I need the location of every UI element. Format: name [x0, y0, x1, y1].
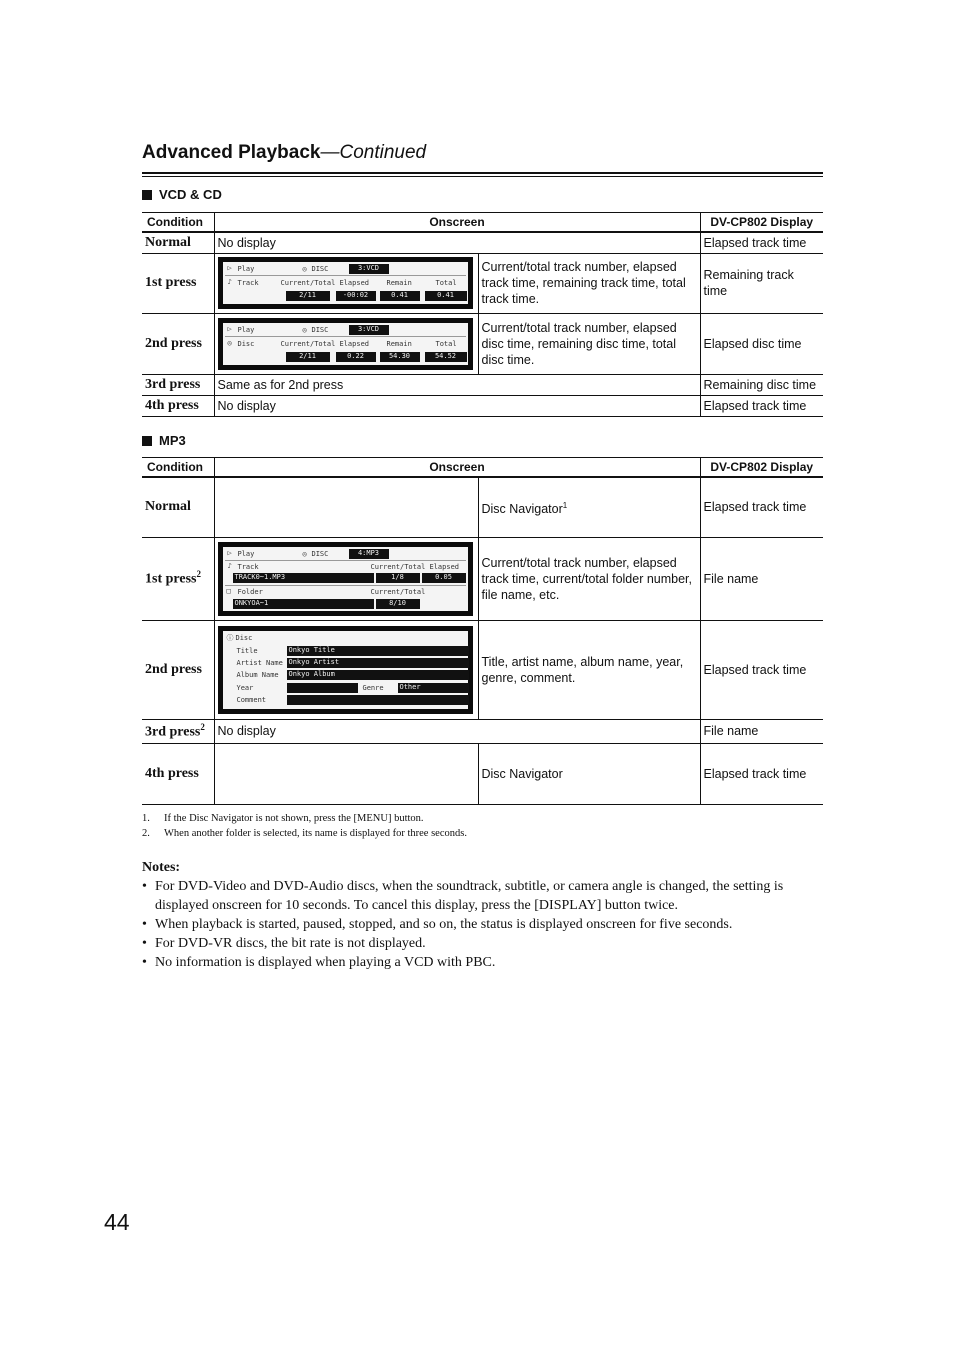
- condition-cell: 3rd press: [142, 374, 214, 395]
- display-cell: Remaining track time: [700, 253, 823, 313]
- page-header: [142, 141, 823, 174]
- table-row: [142, 253, 823, 313]
- footnote-ref: 2: [200, 721, 205, 732]
- col-display: DV-CP802 Display: [700, 213, 823, 233]
- osd-screenshot-cell: [214, 537, 478, 620]
- display-cell: Remaining disc time: [700, 374, 823, 395]
- footnotes: [142, 811, 823, 841]
- disc-icon: ◎: [302, 549, 307, 558]
- col-onscreen: Onscreen: [214, 458, 700, 478]
- mp3-table: [142, 457, 823, 805]
- display-cell: File name: [700, 537, 823, 620]
- display-cell: Elapsed track time: [700, 395, 823, 416]
- comment-value: [287, 695, 469, 705]
- osd-screen: ⓘ Disc Title Onkyo Title Artist Name Onkyo Artist Album Name Onkyo Album Year Genre Other Comment: [218, 626, 473, 714]
- footnote-ref: 1: [562, 500, 568, 510]
- folder-icon: □: [226, 586, 231, 595]
- condition-cell: Normal: [142, 477, 214, 537]
- play-icon: ▷: [227, 324, 232, 333]
- table-row: [142, 537, 823, 620]
- page-number: 44: [104, 1209, 130, 1235]
- table-row: [142, 719, 823, 743]
- onscreen-cell: No display: [214, 395, 700, 416]
- header-rule: [142, 176, 823, 177]
- disc-icon: ◎: [302, 265, 307, 273]
- table-row: [142, 374, 823, 395]
- col-display: DV-CP802 Display: [700, 458, 823, 478]
- notes-title: Notes:: [142, 860, 181, 875]
- condition-cell: 3rd press$^2$: [142, 719, 214, 743]
- square-bullet-icon: [142, 190, 152, 200]
- description-cell: Title, artist name, album name, year, genre, comment.: [478, 620, 700, 719]
- condition-cell: 1st press: [142, 253, 214, 313]
- onscreen-cell: No display: [214, 232, 700, 253]
- section-title-vcd: VCD & CD: [142, 187, 222, 202]
- year-value: [287, 683, 358, 693]
- footnote: 1. If the Disc Navigator is not shown, press the [MENU] button.: [142, 813, 424, 824]
- play-icon: ▷: [227, 264, 232, 272]
- description-cell: Current/total track number, elapsed track time, current/total folder number, file name, etc.: [478, 537, 700, 620]
- description-cell: Disc Navigator: [478, 743, 700, 804]
- table-row: [142, 477, 823, 537]
- disc-icon: ◎: [227, 338, 232, 347]
- display-cell: Elapsed track time: [700, 232, 823, 253]
- onscreen-cell: No display: [214, 719, 700, 743]
- condition-cell: 2nd press: [142, 313, 214, 374]
- square-bullet-icon: [142, 436, 152, 446]
- description-cell: Current/total track number, elapsed disc time, remaining disc time, total disc time.: [478, 313, 700, 374]
- info-icon: ⓘ: [226, 633, 234, 642]
- music-note-icon: ♪: [227, 561, 232, 570]
- notes: [142, 858, 823, 972]
- display-cell: Elapsed track time: [700, 743, 823, 804]
- osd-screen: ▷ Play ◎ DISC 3:VCD ♪ Track Current/Total Elapsed Remain Total 2/11 -00:02 0.41 0.41: [218, 257, 473, 309]
- footnote-ref: 2: [196, 569, 201, 580]
- section-title-mp3: MP3: [142, 433, 186, 448]
- onscreen-image-cell: [214, 743, 478, 804]
- display-cell: Elapsed track time: [700, 477, 823, 537]
- music-note-icon: ♪: [227, 278, 232, 286]
- note-item: • For DVD-VR discs, the bit rate is not displayed.: [142, 936, 426, 951]
- note-item: • No information is displayed when playing a VCD with PBC.: [142, 955, 496, 970]
- table-row: [142, 313, 823, 374]
- page-title: Advanced Playback—Continued: [142, 142, 427, 163]
- display-cell: Elapsed disc time: [700, 313, 823, 374]
- onscreen-cell: Same as for 2nd press: [214, 374, 700, 395]
- table-row: [142, 620, 823, 719]
- disc-icon: ◎: [302, 325, 307, 334]
- condition-cell: 1st press$^2$: [142, 537, 214, 620]
- osd-screen: ▷ Play ◎ DISC 4:MP3 ♪ Track Current/Total Elapsed TRACK0~1.MP3 1/8 0.05 □ Folder Current/Total ONKYOA~1 8/10: [218, 542, 473, 616]
- col-onscreen: Onscreen: [214, 213, 700, 233]
- play-icon: ▷: [227, 548, 232, 557]
- osd-screen: ▷ Play ◎ DISC 3:VCD ◎ Disc Current/Total Elapsed Remain Total 2/11 0.22 54.30 54.52: [218, 318, 473, 370]
- note-item: • When playback is started, paused, stopped, and so on, the status is displayed onscreen for five seconds.: [142, 917, 733, 932]
- display-cell: Elapsed track time: [700, 620, 823, 719]
- onscreen-image-cell: [214, 477, 478, 537]
- osd-screenshot-cell: [214, 253, 478, 313]
- continued-label: —Continued: [320, 142, 427, 163]
- col-condition: Condition: [142, 458, 214, 478]
- description-cell: Current/total track number, elapsed track time, remaining track time, total track time.: [478, 253, 700, 313]
- condition-cell: 4th press: [142, 395, 214, 416]
- vcd-table: [142, 212, 823, 417]
- condition-cell: 4th press: [142, 743, 214, 804]
- description-cell: Disc Navigator$^1$: [478, 477, 700, 537]
- table-row: [142, 743, 823, 804]
- table-row: [142, 395, 823, 416]
- osd-screenshot-cell: [214, 620, 478, 719]
- condition-cell: 2nd press: [142, 620, 214, 719]
- condition-cell: Normal: [142, 232, 214, 253]
- footnote: 2. When another folder is selected, its name is displayed for three seconds.: [142, 828, 467, 839]
- col-condition: Condition: [142, 213, 214, 233]
- display-cell: File name: [700, 719, 823, 743]
- table-row: [142, 232, 823, 253]
- note-item: • For DVD-Video and DVD-Audio discs, when the soundtrack, subtitle, or camera angle is changed, the setting is displayed onscreen for 10 seconds. To cancel this display, press the [DISPLAY] button twice.: [142, 879, 784, 913]
- osd-screenshot-cell: [214, 313, 478, 374]
- table-header-row: [142, 458, 823, 478]
- table-header-row: [142, 213, 823, 233]
